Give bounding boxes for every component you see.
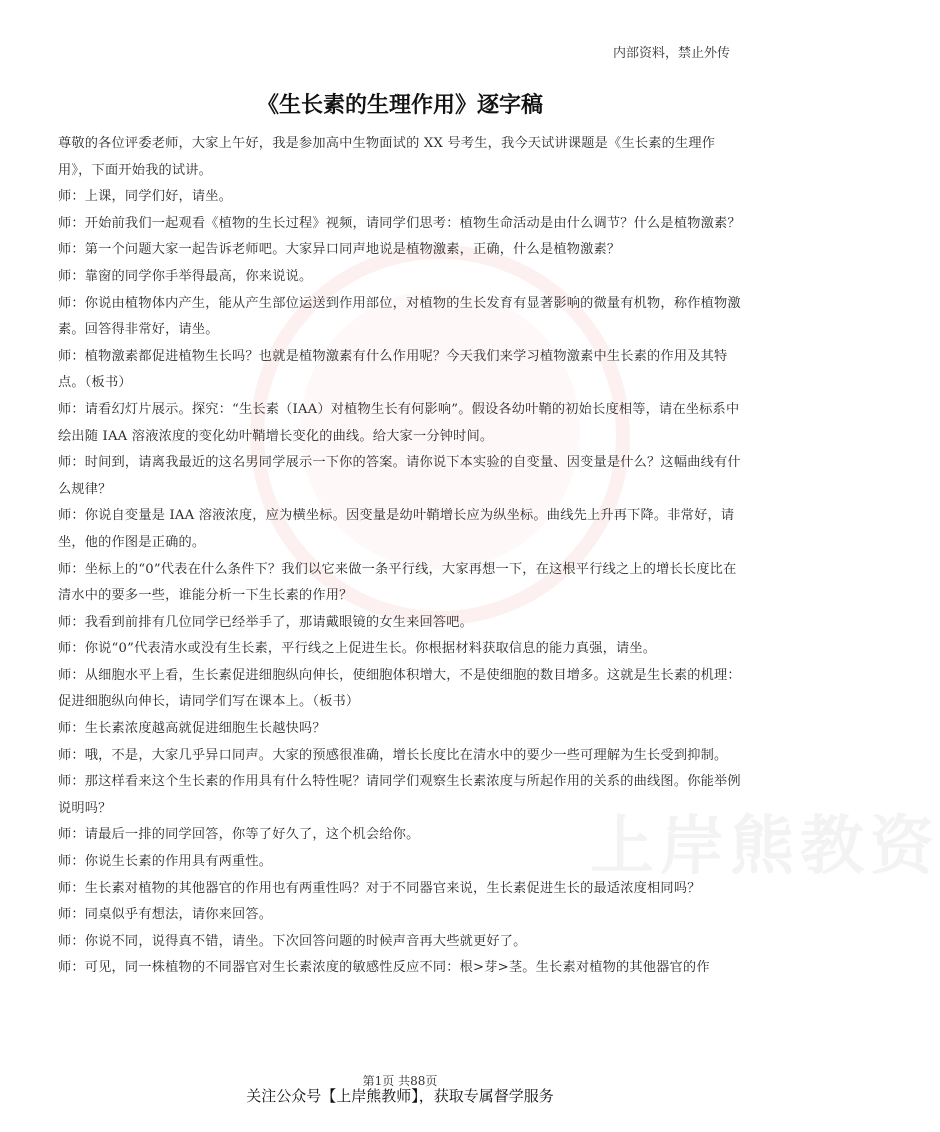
paragraph: 师：坐标上的“0”代表在什么条件下？我们以它来做一条平行线，大家再想一下，在这根平行线之上的增长长度比在清水中的要多一些，谁能分析一下生长素的作用？ xyxy=(58,561,737,604)
paragraph: 师：第一个问题大家一起告诉老师吧。大家异口同声地说是植物激素，正确，什么是植物激素？ xyxy=(58,242,621,258)
paragraph: 师：生长素浓度越高就促进细胞生长越快吗？ xyxy=(58,721,326,737)
paragraph: 师：可见，同一株植物的不同器官对生长素浓度的敏感性反应不同：根>芽>茎。生长素对植物的其他器官的作 xyxy=(58,960,710,976)
paragraph: 师：靠窗的同学你手举得最高，你来说说。 xyxy=(58,268,313,284)
paragraph: 师：我看到前排有几位同学已经举手了，那请戴眼镜的女生来回答吧。 xyxy=(58,614,474,630)
document-title: 《生长素的生理作用》逐字稿 xyxy=(256,93,543,118)
page-number: 第1页 共88页 xyxy=(362,1074,438,1088)
paragraph: 师：那这样看来这个生长素的作用具有什么特性呢？请同学们观察生长素浓度与所起作用的关系的曲线图。你能举例说明吗？ xyxy=(58,774,741,816)
document-body xyxy=(58,131,748,982)
paragraph: 师：上课，同学们好，请坐。 xyxy=(58,189,233,205)
paragraph: 师：你说不同，说得真不错，请坐。下次回答问题的时候声音再大些就更好了。 xyxy=(58,933,527,949)
paragraph: 师：哦，不是，大家几乎异口同声。大家的预感很准确，增长长度比在清水中的要少一些可理解为生长受到抑制。 xyxy=(58,747,728,763)
paragraph: 师：同桌似乎有想法，请你来回答。 xyxy=(58,907,273,923)
paragraph: 师：生长素对植物的其他器官的作用也有两重性吗？对于不同器官来说，生长素促进生长的最适浓度相同吗？ xyxy=(58,880,701,896)
watermark-text: 上岸熊教资 xyxy=(590,810,940,884)
header-confidential-note: 内部资料，禁止外传 xyxy=(612,46,730,61)
paragraph: 师：开始前我们一起观看《植物的生长过程》视频，请同学们思考：植物生命活动是由什么调节？什么是植物激素？ xyxy=(58,215,741,231)
paragraph: 师：请最后一排的同学回答，你等了好久了，这个机会给你。 xyxy=(58,827,420,843)
paragraph: 师：从细胞水平上看，生长素促进细胞纵向伸长，使细胞体积增大，不是使细胞的数目增多。这就是生长素的机理：促进细胞纵向伸长，请同学们写在课本上。（板书） xyxy=(58,667,741,710)
paragraph: 师：时间到，请离我最近的这名男同学展示一下你的答案。请你说下本实验的自变量、因变量是什么？这幅曲线有什么规律？ xyxy=(58,455,741,497)
paragraph: 尊敬的各位评委老师，大家上午好，我是参加高中生物面试的 XX 号考生，我今天试讲课题是《生长素的生理作用》，下面开始我的试讲。 xyxy=(58,136,716,178)
paragraph: 师：请看幻灯片展示。探究：“生长素（IAA）对植物生长有何影响”。假设各幼叶鞘的初始长度相等，请在坐标系中绘出随 IAA 溶液浓度的变化幼叶鞘增长变化的曲线。给大家一分钟时间。 xyxy=(58,401,740,444)
paragraph: 师：你说由植物体内产生，能从产生部位运送到作用部位，对植物的生长发育有显著影响的微量有机物，称作植物激素。回答得非常好，请坐。 xyxy=(58,295,741,338)
footer-promo: 关注公众号【上岸熊教师】，获取专属督学服务 xyxy=(246,1087,554,1105)
paragraph: 师：植物激素都促进植物生长吗？也就是植物激素有什么作用呢？今天我们来学习植物激素中生长素的作用及其特点。（板书） xyxy=(58,348,728,391)
paragraph: 师：你说生长素的作用具有两重性。 xyxy=(58,854,273,870)
paragraph: 师：你说“0”代表清水或没有生长素，平行线之上促进生长。你根据材料获取信息的能力真强，请坐。 xyxy=(58,641,657,657)
paragraph: 师：你说自变量是 IAA 溶液浓度，应为横坐标。因变量是幼叶鞘增长应为纵坐标。曲线先上升再下降。非常好，请坐，他的作图是正确的。 xyxy=(58,508,735,550)
